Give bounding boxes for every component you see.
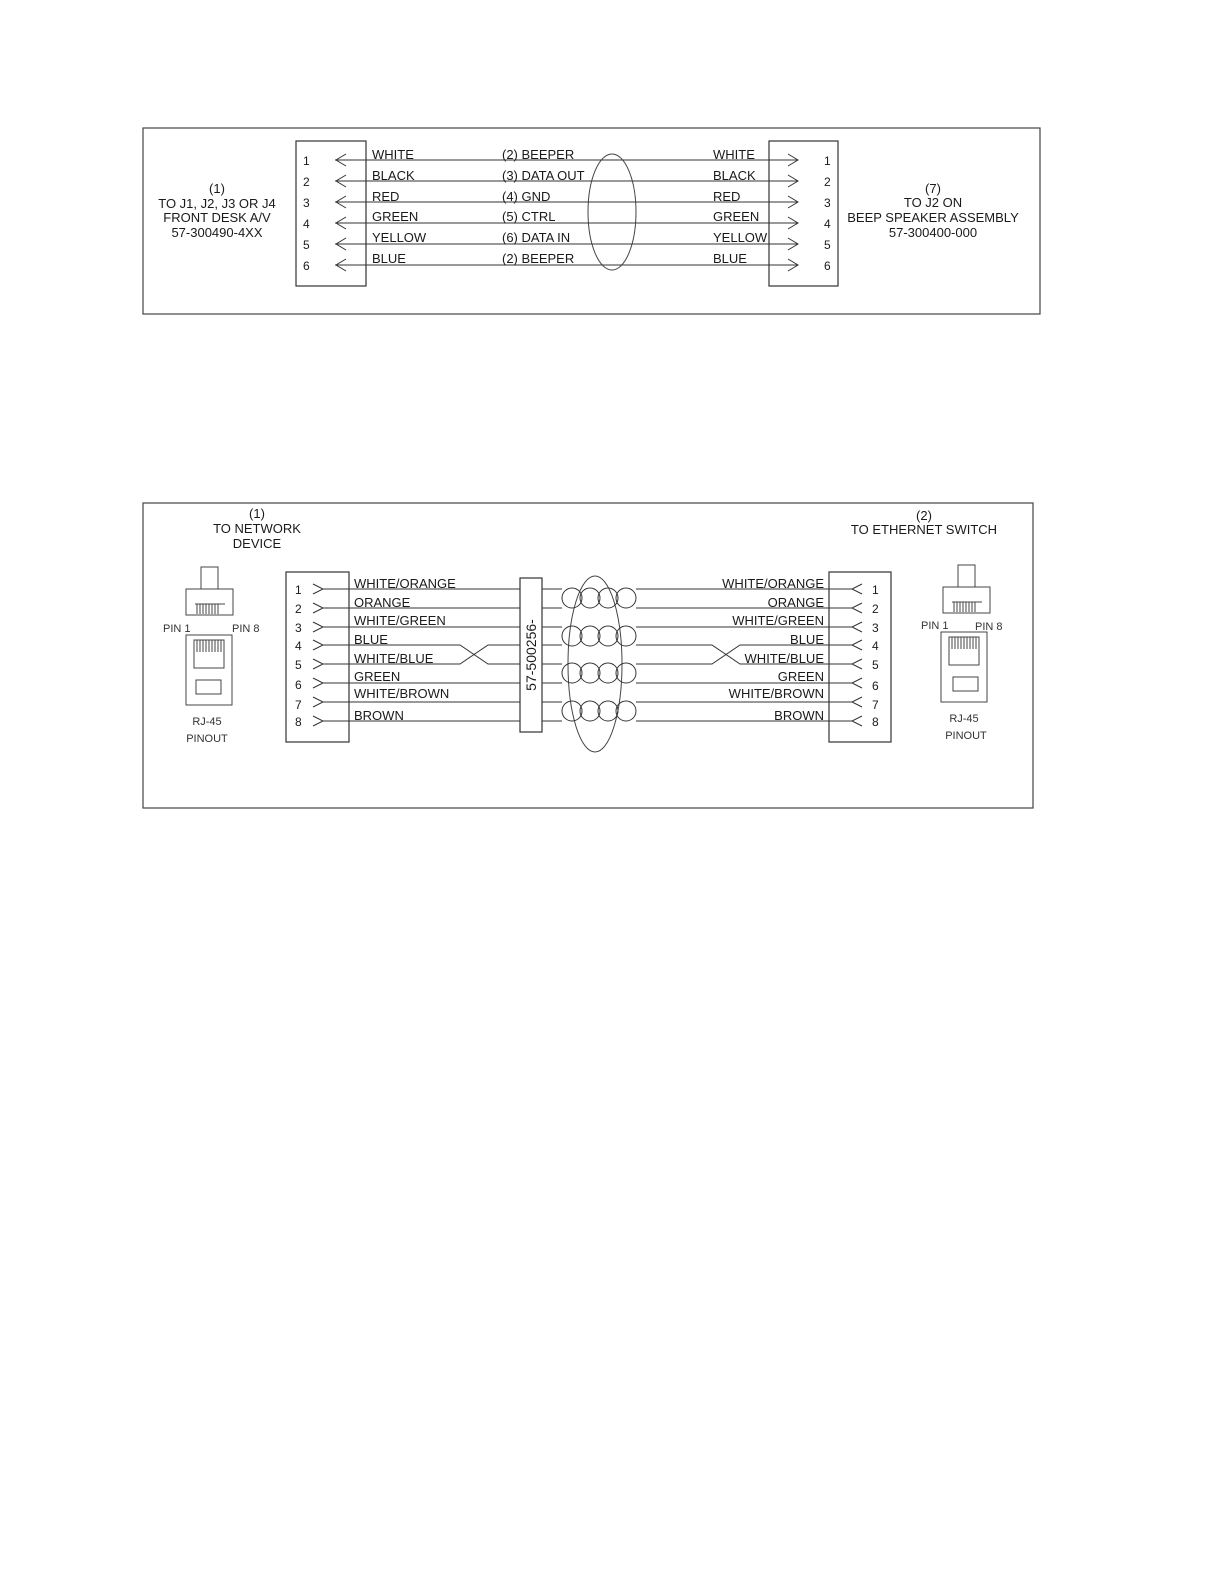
- beeper-cable-diagram: [143, 128, 1040, 314]
- rj45-pinout: PINOUT: [945, 730, 987, 742]
- left-pin-number: 3: [303, 196, 310, 210]
- left-label-line: TO NETWORK: [213, 521, 301, 536]
- right-label-line: TO J2 ON: [903, 195, 963, 210]
- wire-line: [313, 716, 520, 726]
- right-endpoint-label: [851, 508, 997, 537]
- pin-left-label: PIN 1: [921, 620, 949, 632]
- right-wire-color: WHITE/GREEN: [732, 613, 824, 628]
- left-wire-color: BLUE: [354, 632, 388, 647]
- right-label-line: (2): [916, 508, 932, 523]
- wire-row-3: [303, 189, 831, 210]
- left-wire-color: WHITE/BLUE: [354, 651, 434, 666]
- rj45-pinout: PINOUT: [186, 733, 228, 745]
- right-wire-color: YELLOW: [713, 230, 768, 245]
- left-wire-colors: [354, 576, 456, 723]
- left-pin-number: 1: [295, 583, 302, 597]
- cable-bundle-ellipse: [588, 154, 636, 270]
- wire-signal: (2) BEEPER: [502, 251, 575, 266]
- wire-signal: (4) GND: [502, 189, 551, 204]
- left-pin-number: 1: [303, 154, 310, 168]
- right-wire-color: WHITE/ORANGE: [722, 576, 824, 591]
- left-pin-number: 2: [303, 175, 310, 189]
- wire-signal: (6) DATA IN: [502, 230, 571, 245]
- left-label-line: FRONT DESK A/V: [163, 210, 271, 225]
- rj45-plug-icon: [921, 565, 1003, 742]
- left-wire-color: WHITE/ORANGE: [354, 576, 456, 591]
- right-pin-number: 3: [824, 196, 831, 210]
- right-pin-number: 4: [824, 217, 831, 231]
- right-wire-color: WHITE/BROWN: [728, 686, 824, 701]
- left-pin-number: 3: [295, 621, 302, 635]
- left-pin-numbers: [295, 583, 302, 729]
- right-wire-color: BLUE: [790, 632, 824, 647]
- left-wire-color: BLUE: [372, 251, 406, 266]
- rj45-name: RJ-45: [949, 713, 979, 725]
- left-pin-number: 6: [295, 678, 302, 692]
- right-endpoint-label: [847, 181, 1019, 240]
- right-pin-number: 6: [824, 259, 831, 273]
- wire-line: [313, 603, 520, 613]
- right-label-line: (7): [925, 181, 941, 196]
- left-wire-color: WHITE/BROWN: [354, 686, 450, 701]
- rj45-plug-icon: [163, 567, 260, 745]
- left-pin-number: 2: [295, 602, 302, 616]
- right-pin-number: 3: [872, 621, 879, 635]
- right-wire-color: RED: [713, 189, 741, 204]
- right-label-line: TO ETHERNET SWITCH: [850, 522, 998, 537]
- right-wire-color: WHITE/BLUE: [744, 651, 824, 666]
- left-label-line: (1): [209, 181, 225, 196]
- left-pin-number: 5: [295, 658, 302, 672]
- left-label-line: DEVICE: [232, 536, 282, 551]
- right-pin-numbers: [872, 583, 879, 729]
- right-pin-number: 2: [824, 175, 831, 189]
- wire-row-4: [303, 209, 831, 231]
- wire-row-6: [303, 251, 831, 273]
- right-wire-color: GREEN: [777, 669, 824, 684]
- twisted-pair-coil: [542, 626, 646, 646]
- left-wire-color: WHITE: [372, 147, 414, 162]
- right-pin-number: 8: [872, 715, 879, 729]
- right-pin-number: 2: [872, 602, 879, 616]
- right-wire-colors: [722, 576, 824, 723]
- right-wire-color: WHITE: [713, 147, 755, 162]
- right-pin-number: 1: [824, 154, 831, 168]
- right-wire-color: BROWN: [774, 708, 824, 723]
- left-wire-color: BLACK: [372, 168, 415, 183]
- right-label-line: BEEP SPEAKER ASSEMBLY: [847, 210, 1019, 225]
- pin-right-label: PIN 8: [975, 621, 1003, 633]
- left-wire-color: GREEN: [372, 209, 419, 224]
- right-label-line: 57-300400-000: [888, 225, 978, 240]
- wire-row-2: [303, 168, 831, 189]
- wire-signal: (3) DATA OUT: [502, 168, 585, 183]
- wire-signal: (5) CTRL: [502, 209, 556, 224]
- right-pin-number: 1: [872, 583, 879, 597]
- left-endpoint-label: [213, 506, 301, 551]
- left-wire-color: WHITE/GREEN: [354, 613, 446, 628]
- left-label-line: 57-300490-4XX: [171, 225, 263, 240]
- left-endpoint-label: [158, 181, 276, 240]
- left-pin-number: 7: [295, 698, 302, 712]
- left-pin-number: 5: [303, 238, 310, 252]
- ethernet-cable-diagram: [143, 503, 1033, 808]
- twisted-pair-coil: [542, 588, 646, 608]
- left-wire-color: YELLOW: [372, 230, 427, 245]
- left-wire-color: ORANGE: [354, 595, 411, 610]
- pin-left-label: PIN 1: [163, 623, 191, 635]
- right-pin-number: 6: [872, 679, 879, 693]
- rj45-name: RJ-45: [192, 716, 222, 728]
- cable-part-number: 57-500256-: [523, 619, 539, 691]
- wire-row-5: [303, 230, 831, 252]
- left-pin-number: 6: [303, 259, 310, 273]
- right-pin-number: 7: [872, 698, 879, 712]
- right-wire-color: BLUE: [713, 251, 747, 266]
- right-wire-color: GREEN: [713, 209, 760, 224]
- left-pin-number: 8: [295, 715, 302, 729]
- right-wire-color: BLACK: [713, 168, 756, 183]
- left-wire-color: GREEN: [354, 669, 401, 684]
- left-pin-number: 4: [303, 217, 310, 231]
- right-pin-number: 4: [872, 639, 879, 653]
- left-wire-color: BROWN: [354, 708, 404, 723]
- wire-row-1: [303, 147, 831, 168]
- wire-signal: (2) BEEPER: [502, 147, 575, 162]
- right-pin-number: 5: [872, 658, 879, 672]
- left-label-line: (1): [249, 506, 265, 521]
- twisted-pair-coils: [542, 588, 646, 721]
- pin-right-label: PIN 8: [232, 623, 260, 635]
- right-wire-color: ORANGE: [767, 595, 824, 610]
- left-pin-number: 4: [295, 639, 302, 653]
- right-pin-number: 5: [824, 238, 831, 252]
- left-label-line: TO J1, J2, J3 OR J4: [158, 196, 276, 211]
- twisted-pair-coil: [542, 701, 646, 721]
- left-wire-color: RED: [372, 189, 400, 204]
- twisted-pair-coil: [542, 663, 646, 683]
